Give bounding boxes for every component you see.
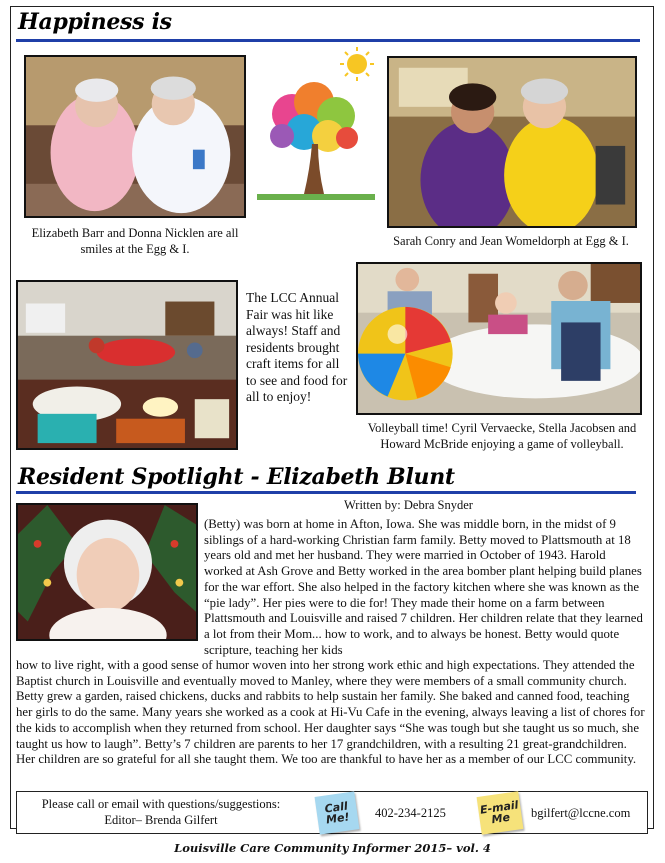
photo-lcc-fair: [16, 280, 238, 450]
tree-clipart: [252, 44, 380, 204]
contact-line-1: Please call or email with questions/suggestions:: [41, 797, 281, 811]
contact-text: [25, 796, 297, 828]
contact-line-2: Editor– Brenda Gilfert: [104, 813, 218, 827]
caption-volleyball: Volleyball time! Cyril Vervaecke, Stella Jacobsen and Howard McBride enjoying a game of volleyball.: [367, 421, 637, 451]
contact-email-link[interactable]: bgilfert@lccne.com: [531, 806, 631, 820]
section-title-resident-spotlight: Resident Spotlight - Elizabeth Blunt: [18, 464, 455, 490]
caption-conry-womeldorph: Sarah Conry and Jean Womeldorph at Egg & I.: [393, 234, 629, 248]
contact-box: [16, 791, 648, 834]
photo-elizabeth-blunt: [16, 503, 198, 641]
article-paragraph-top: (Betty) was born at home in Afton, Iowa. She was middle born, in the midst of 9 siblings of a hard-working Christian farm family. Betty moved to Plattsmouth at 18 years old and met her husband. They were married in October of 1943. Harold worked at Ash Grove and Betty worked in the area bomber plant helping build planes for the war effort. She also helped in the factory kitchen where she was known as the “pie lady”. Her pies were to die for! They made their home on a farm between Plattsmouth and Louisville and raised 7 children. Her children relate that they learned a lot from their Mom... how to work, and to always be honest. Betty would quote scripture, teaching her kids: [204, 517, 643, 657]
email-me-note-icon: E-mail Me: [477, 791, 524, 834]
sun-icon: [340, 47, 374, 81]
caption-barr-nicklen: Elizabeth Barr and Donna Nicklen are all smiles at the Egg & I.: [31, 226, 239, 256]
fair-description: The LCC Annual Fair was hit like always! Staff and residents brought craft items for all to see and food for all to enjoy!: [246, 290, 348, 404]
photo-conry-womeldorph: [387, 56, 637, 228]
photo-barr-nicklen: [24, 55, 246, 218]
article-paragraph-bottom: how to live right, with a good sense of humor woven into her strong work ethic and high expectations. They attended the Baptist church in Louisville and eventually moved to Manley, where they were members of a small community church. Betty grew a garden, raised chickens, ducks and rabbits to help sustain her family. She baked and canned food, teaching her girls to do the same. Many years she worked as a cook at Hi-Vu Cafe in the evening, always leaving a list of chores for the kids to accomplish when they returned from school. Her daughter says “She was tough but she taught us so much, she taught us how to laugh”. Betty’s 7 children are parents to her 17 grandchildren, with a resulting 21 great-grandchildren. Her children are so grateful for all she taught them. We too are thankful to have her as a member of our LCC community.: [16, 658, 645, 767]
section-rule: [16, 491, 636, 494]
contact-phone[interactable]: 402-234-2125: [375, 806, 446, 820]
page-footer: Louisville Care Community Informer 2015– vol. 4: [174, 841, 491, 855]
article-byline: Written by: Debra Snyder: [344, 498, 473, 512]
section-rule: [16, 39, 640, 42]
call-me-note-icon: Call Me!: [315, 791, 360, 834]
section-title-happiness: Happiness is: [18, 9, 172, 35]
photo-volleyball: [356, 262, 642, 415]
